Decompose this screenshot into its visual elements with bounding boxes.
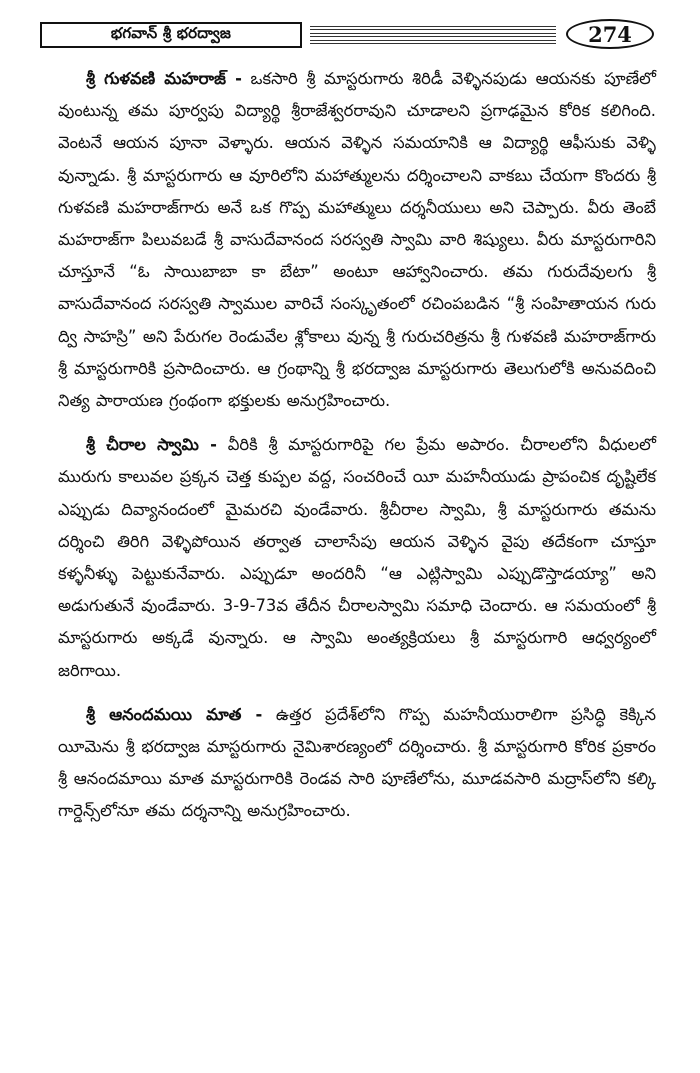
paragraph-gulavani-maharaj <box>58 63 656 417</box>
page-header <box>40 18 662 54</box>
paragraph-heading: శ్రీ ఆనందమయి మాత - <box>86 704 263 724</box>
paragraph-text: ఉత్తర ప్రదేశ్‌లోని గొప్ప మహనీయురాలిగా ప్రసిద్ధి కెక్కిన యీమెను శ్రీ భరద్వాజ మాస్టరుగారు నైమిశారణ్యంలో దర్శించారు. శ్రీ మాస్టరుగారి కోరిక ప్రకారం శ్రీ ఆనందమాయి మాత మాస్టరుగారికి రెండవ సారి పూణేలోను, మూడవసారి మద్రాస్‌లోని కల్కి గార్డెన్స్‌లోనూ తమ దర్శనాన్ని అనుగ్రహించారు. <box>58 704 657 821</box>
running-title: భగవాన్ శ్రీ భరద్వాజ <box>40 22 302 48</box>
paragraph-text: ఒకసారి శ్రీ మాస్టరుగారు శిరిడీ వెళ్ళినపుడు ఆయనకు పూణేలో వుంటున్న తమ పూర్వపు విద్యార్థి శ్రీరాజేశ్వరరావుని చూడాలని ప్రగాఢమైన కోరిక కలిగింది. వెంటనే ఆయన పూనా వెళ్ళారు. ఆయన వెళ్ళిన సమయానికి ఆ విద్యార్థి ఆఫీసుకు వెళ్ళి వున్నాడు. శ్రీ మాస్టరుగారు ఆ వూరిలోని మహాత్ములను దర్శించాలని వాకబు చేయగా కొందరు శ్రీ గుళవణి మహరాజ్‌గారు అనే ఒక గొప్ప మహాత్ములు దర్శనీయులు అని చెప్పారు. వీరు తెంబే మహరాజ్‌గా పిలువబడే శ్రీ వాసుదేవానంద సరస్వతి స్వామి వారి శిష్యులు. వీరు మాస్టరుగారిని చూస్తూనే “ఓ సాయిబాబా కా బేటా” అంటూ ఆహ్వానించారు. తమ గురుదేవులగు శ్రీ వాసుదేవానంద సరస్వతి స్వాముల వారిచే సంస్కృతంలో రచింపబడిన “శ్రీ సంహితాయన గురు ద్వి సాహస్రి” అని పేరుగల రెండువేల శ్లోకాలు వున్న శ్రీ గురుచరిత్రను శ్రీ గుళవణి మహరాజ్‌గారు శ్రీ మాస్టరుగారికి ప్రసాదించారు. ఆ గ్రంథాన్ని శ్రీ భరద్వాజ మాస్టరుగారు తెలుగులోకి అనువదించి నిత్య పారాయణ గ్రంథంగా భక్తులకు అనుగ్రహించారు. <box>58 69 657 411</box>
paragraph-heading: శ్రీ గుళవణి మహరాజ్ - <box>86 69 242 88</box>
paragraph-text: వీరికి శ్రీ మాస్టరుగారిపై గల ప్రేమ అపారం. చీరాలలోని వీధులలో మురుగు కాలువల ప్రక్కన చెత్త కుప్పల వద్ద, సంచరించే యీ మహనీయుడు ప్రాపంచిక దృష్టిలేక ఎప్పుడు దివ్యానందంలో మైమరచి వుండేవారు. శ్రీచీరాల స్వామి, శ్రీ మాస్టరుగారు తమను దర్శించి తిరిగి వెళ్ళిపోయిన తర్వాత చాలాసేపు ఆయన వెళ్ళిన వైపు తదేకంగా చూస్తూ కళ్ళనీళ్ళు పెట్టుకునేవారు. ఎప్పుడూ అందరినీ “ఆ ఎట్లిస్వామి ఎప్పుడొస్తాడయ్యా” అని అడుగుతునే వుండేవారు. 3-9-73వ తేదీన చీరాలస్వామి సమాధి చెందారు. ఆ సమయంలో శ్రీ మాస్టరుగారు అక్కడే వున్నారు. ఆ స్వామి అంత్యక్రియలు శ్రీ మాస్టరుగారి ఆధ్వర్యంలో జరిగాయి. <box>58 435 657 680</box>
page-body <box>58 63 656 840</box>
paragraph-chirala-swami <box>58 429 656 687</box>
header-rule-lines <box>310 26 556 44</box>
paragraph-anandamayi-mata <box>58 699 656 828</box>
paragraph-heading: శ్రీ చీరాల స్వామి - <box>86 435 217 455</box>
page-number: 274 <box>566 19 654 49</box>
